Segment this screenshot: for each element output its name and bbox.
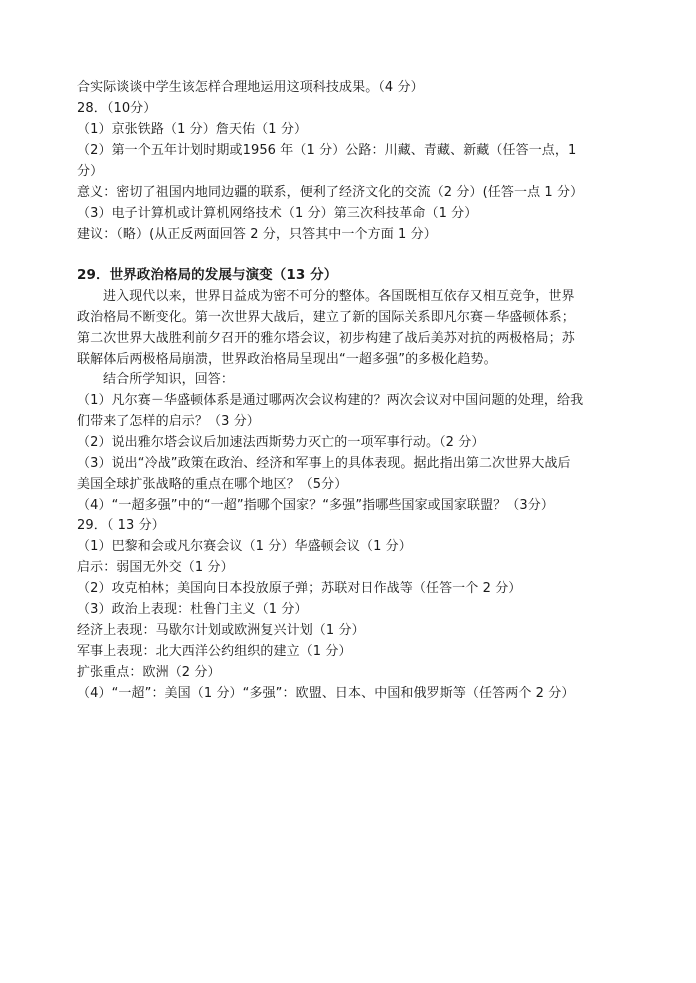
answer-28-meaning: 意义：密切了祖国内地同边疆的联系，便利了经济文化的交流（2 分）(任答一点 1 分）: [77, 185, 584, 200]
question-29-item: 们带来了怎样的启示？（3 分）: [77, 414, 260, 429]
answer-28-part2-line2: 分）: [77, 164, 104, 179]
answer-29-number: 29．（ 13 分）: [77, 518, 165, 533]
answer-29-item: 扩张重点：欧洲（2 分）: [77, 665, 221, 680]
question-29-item: （3）说出“冷战”政策在政治、经济和军事上的具体表现。据此指出第二次世界大战后: [77, 456, 571, 471]
answer-28-part2-line1: （2）第一个五年计划时期或1956 年（1 分）公路：川藏、青藏、新藏（任答一点，1: [77, 143, 577, 158]
answer-29-item: （4）“一超”：美国（1 分）“多强”：欧盟、日本、中国和俄罗斯等（任答两个 2 分）: [77, 686, 575, 701]
question-29-item: （2）说出雅尔塔会议后加速法西斯势力灭亡的一项军事行动。（2 分）: [77, 435, 485, 450]
answer-29-item: 军事上表现：北大西洋公约组织的建立（1 分）: [77, 644, 352, 659]
answer-28-suggestion: 建议：（略）(从正反两面回答 2 分，只答其中一个方面 1 分）: [77, 227, 437, 242]
question-28-text-tail: 合实际谈谈中学生该怎样合理地运用这项科技成果。（4 分）: [77, 80, 424, 95]
question-29-heading: 29．世界政治格局的发展与演变（13 分）: [77, 267, 338, 283]
answer-29-item: （3）政治上表现：杜鲁门主义（1 分）: [77, 602, 308, 617]
passage-line: 进入现代以来，世界日益成为密不可分的整体。各国既相互依存又相互竞争，世界: [103, 289, 575, 304]
answer-29-item: （1）巴黎和会或凡尔赛会议（1 分）华盛顿会议（1 分）: [77, 539, 412, 554]
question-29-item: 美国全球扩张战略的重点在哪个地区？（5分）: [77, 477, 348, 492]
answer-28-part1: （1）京张铁路（1 分）詹天佑（1 分）: [77, 122, 308, 137]
answer-29-item: （2）攻克柏林；美国向日本投放原子弹；苏联对日作战等（任答一个 2 分）: [77, 581, 522, 596]
answer-28-number: 28．（10分）: [77, 101, 157, 116]
passage-line: 政治格局不断变化。第一次世界大战后，建立了新的国际关系即凡尔赛－华盛顿体系；: [77, 310, 575, 325]
answer-29-item: 启示：弱国无外交（1 分）: [77, 560, 234, 575]
passage-line: 第二次世界大战胜利前夕召开的雅尔塔会议，初步构建了战后美苏对抗的两极格局；苏: [77, 331, 575, 346]
answer-28-part3: （3）电子计算机或计算机网络技术（1 分）第三次科技革命（1 分）: [77, 206, 478, 221]
question-29-item: （1）凡尔赛－华盛顿体系是通过哪两次会议构建的？两次会议对中国问题的处理，给我: [77, 393, 584, 408]
question-29-prompt: 结合所学知识，回答：: [103, 372, 235, 387]
passage-line: 联解体后两极格局崩溃，世界政治格局呈现出“一超多强”的多极化趋势。: [77, 352, 497, 367]
question-29-item: （4）“一超多强”中的“一超”指哪个国家？“多强”指哪些国家或国家联盟？（3分）: [77, 498, 554, 513]
answer-29-item: 经济上表现：马歇尔计划或欧洲复兴计划（1 分）: [77, 623, 365, 638]
